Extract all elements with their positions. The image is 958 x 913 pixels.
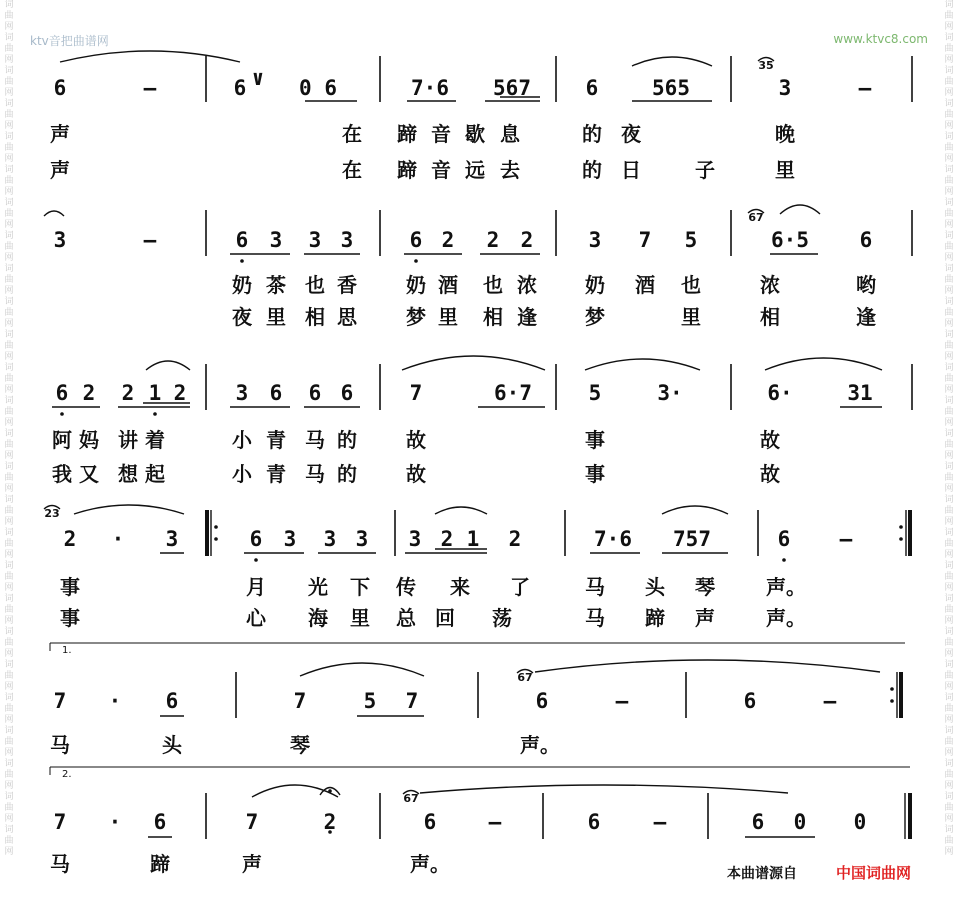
repeat-dot [214, 525, 218, 529]
slur [662, 506, 728, 514]
jianpu-note: · [108, 810, 122, 834]
lyric-verse1: 了 [510, 575, 530, 599]
lyric-verse1: 也 [305, 273, 325, 297]
jianpu-note: 1 [148, 381, 162, 405]
jianpu-note: 5 [363, 689, 377, 713]
jianpu-note: 2 [441, 228, 455, 252]
lyric-verse1: 浓 [517, 273, 537, 297]
jianpu-note: 6·7 [494, 381, 532, 405]
lyric-verse2: 蹄 [645, 606, 665, 630]
lyric-verse2: 梦 [585, 305, 605, 329]
lyric-verse1: 马 [305, 428, 325, 452]
lyric-verse1: 声。 [410, 852, 450, 876]
lyric-verse2: 远 [465, 158, 485, 182]
lyric-verse1: 音 [431, 122, 451, 146]
jianpu-note: 2 [173, 381, 187, 405]
jianpu-note: 0 6 [299, 76, 337, 100]
lyric-verse2: 音 [431, 158, 451, 182]
jianpu-note: 3 [53, 228, 67, 252]
jianpu-note: 3 [235, 381, 249, 405]
jianpu-note: – [839, 527, 853, 551]
lyric-verse1: 光 [308, 575, 328, 599]
lyric-verse2: 故 [760, 462, 780, 486]
jianpu-note: 6 [423, 810, 437, 834]
jianpu-note: 7 [638, 228, 652, 252]
slur [402, 356, 545, 370]
lyric-verse1: 酒 [635, 273, 655, 297]
jianpu-note: 6 [340, 381, 354, 405]
volta-number: 2. [62, 769, 72, 780]
jianpu-note: 6 [249, 527, 263, 551]
jianpu-note: 2 [508, 527, 522, 551]
jianpu-note: 3 [308, 228, 322, 252]
lyric-verse1: 也 [483, 273, 503, 297]
lyric-verse1: 在 [342, 122, 362, 146]
side-watermark-left: 词曲网词曲网词曲网词曲网词曲网词曲网词曲网词曲网词曲网词曲网词曲网词曲网词曲网词曲网词曲网词曲网词曲网词曲网词曲网词曲网词曲网词曲网词曲网词曲网词曲网词曲网 [4, 0, 14, 857]
lyric-verse1: 头 [645, 575, 665, 599]
lyric-verse1: 蹄 [397, 122, 417, 146]
jianpu-note: 3 [408, 527, 422, 551]
jianpu-note: · [111, 527, 125, 551]
lyric-verse1: 声 [242, 852, 262, 876]
lyric-verse1: 酒 [438, 273, 458, 297]
octave-dot [414, 259, 418, 263]
jianpu-note: 3 [778, 76, 792, 100]
lyric-verse1: 奶 [585, 273, 605, 297]
jianpu-note: 6 [409, 228, 423, 252]
site-watermark-left: ktv音把曲谱网 [30, 34, 109, 48]
slur [300, 663, 424, 676]
jianpu-note: – [143, 228, 157, 252]
jianpu-note: 567 [493, 76, 531, 100]
jianpu-note: 2 [82, 381, 96, 405]
jianpu-note: 6 [53, 76, 67, 100]
jianpu-note: – [615, 689, 629, 713]
jianpu-note: 7 [245, 810, 259, 834]
grace-note: 23 [44, 507, 60, 520]
lyric-verse2: 声。 [766, 606, 806, 630]
jianpu-note: 3 [323, 527, 337, 551]
lyric-verse1: 息 [500, 122, 520, 146]
lyric-verse2: 小 [232, 462, 252, 486]
lyric-verse1: 夜 [621, 122, 641, 146]
lyric-verse2: 去 [500, 158, 520, 182]
lyric-verse2: 里 [681, 305, 701, 329]
lyric-verse2: 心 [246, 606, 266, 630]
lyric-verse2: 相 [483, 305, 503, 329]
lyric-verse1: 茶 [266, 273, 286, 297]
grace-note: 67 [517, 671, 533, 684]
lyric-verse2: 相 [760, 305, 780, 329]
lyric-verse2: 总 [396, 606, 416, 630]
jianpu-note: – [823, 689, 837, 713]
lyric-verse2: 马 [585, 606, 605, 630]
jianpu-note: 6 [55, 381, 69, 405]
lyric-verse2: 思 [337, 305, 357, 329]
tie [44, 211, 64, 216]
lyric-verse1: 声。 [766, 575, 806, 599]
jianpu-note: 31 [847, 381, 873, 405]
slur [74, 505, 184, 514]
volta-number: 1. [62, 645, 72, 656]
jianpu-note: 3· [657, 381, 683, 405]
grace-note: 35 [758, 59, 774, 72]
jianpu-note: 6 [233, 76, 247, 100]
jianpu-note: 7 [409, 381, 423, 405]
lyric-verse1: 来 [450, 575, 470, 599]
jianpu-note: 6 [235, 228, 249, 252]
lyric-verse1: 马 [585, 575, 605, 599]
lyric-verse2: 里 [775, 158, 795, 182]
jianpu-note: – [143, 76, 157, 100]
jianpu-note: – [653, 810, 667, 834]
lyric-verse1: 事 [60, 575, 80, 599]
lyric-verse1: 琴 [290, 733, 310, 757]
lyric-verse1: 奶 [406, 273, 426, 297]
jianpu-note: 6 [308, 381, 322, 405]
lyric-verse1: 头 [162, 733, 182, 757]
slur [780, 205, 820, 214]
source-brand: 中国词曲网 [836, 864, 912, 882]
lyric-verse1: 哟 [856, 273, 876, 297]
lyric-verse1: 蹄 [150, 852, 170, 876]
lyric-verse1: 青 [266, 428, 286, 452]
lyric-verse2: 里 [266, 305, 286, 329]
lyric-verse2: 事 [585, 462, 605, 486]
lyric-verse2: 想 [118, 462, 138, 486]
lyric-verse2: 在 [342, 158, 362, 182]
jianpu-note: 6· [767, 381, 793, 405]
jianpu-note: 5 [588, 381, 602, 405]
lyric-verse1: 事 [585, 428, 605, 452]
lyric-verse2: 逢 [517, 305, 537, 329]
jianpu-note: 3 [165, 527, 179, 551]
lyric-verse2: 荡 [492, 606, 512, 630]
jianpu-note: 2 [486, 228, 500, 252]
octave-dot [254, 558, 258, 562]
repeat-dot [890, 687, 894, 691]
repeat-dot [899, 537, 903, 541]
repeat-dot [214, 537, 218, 541]
lyric-verse1: 的 [337, 428, 357, 452]
lyric-verse1: 阿 [52, 428, 72, 452]
slur [585, 359, 700, 370]
tie [60, 51, 240, 62]
lyric-verse2: 梦 [406, 305, 426, 329]
grace-note: 67 [748, 211, 764, 224]
octave-dot [782, 558, 786, 562]
lyric-verse1: 下 [350, 575, 370, 599]
lyric-verse2: 的 [582, 158, 602, 182]
lyric-verse1: 奶 [232, 273, 252, 297]
jianpu-note: 757 [673, 527, 711, 551]
jianpu-note: 3 [355, 527, 369, 551]
octave-dot [60, 412, 64, 416]
jianpu-note: 7 [53, 689, 67, 713]
jianpu-note: 7 [293, 689, 307, 713]
grace-note: 67 [403, 792, 419, 805]
jianpu-note: 2 [63, 527, 77, 551]
jianpu-note: 0 [793, 810, 807, 834]
jianpu-note: 7 [405, 689, 419, 713]
jianpu-note: 6 [153, 810, 167, 834]
jianpu-note: 7 [53, 810, 67, 834]
jianpu-note: 0 [853, 810, 867, 834]
jianpu-note: 2 [520, 228, 534, 252]
repeat-dot [899, 525, 903, 529]
lyric-verse1: 的 [582, 122, 602, 146]
lyric-verse2: 蹄 [397, 158, 417, 182]
octave-dot [240, 259, 244, 263]
jianpu-note: 6 [535, 689, 549, 713]
jianpu-note: 6 [269, 381, 283, 405]
jianpu-note: 6·5 [771, 228, 809, 252]
jianpu-note: – [488, 810, 502, 834]
lyric-verse2: 马 [305, 462, 325, 486]
fermata-dot [328, 789, 332, 793]
jianpu-note: 6 [751, 810, 765, 834]
lyric-verse2: 里 [438, 305, 458, 329]
jianpu-note: 5 [684, 228, 698, 252]
lyric-verse1: 也 [681, 273, 701, 297]
jianpu-note: 6 [743, 689, 757, 713]
slur [435, 507, 487, 514]
jianpu-note: 2 [323, 810, 337, 834]
jianpu-note: 2 [121, 381, 135, 405]
lyric-verse2: 夜 [232, 305, 252, 329]
lyric-verse1: 声 [50, 122, 70, 146]
jianpu-note: 3 [269, 228, 283, 252]
lyric-verse1: 月 [246, 575, 266, 599]
lyric-verse1: 妈 [79, 428, 99, 452]
lyric-verse1: 小 [232, 428, 252, 452]
lyric-verse1: 故 [406, 428, 426, 452]
jianpu-note: 7·6 [411, 76, 449, 100]
lyric-verse1: 着 [145, 428, 165, 452]
lyric-verse1: 马 [50, 733, 70, 757]
lyric-verse2: 回 [435, 606, 455, 630]
lyric-verse2: 子 [695, 158, 715, 182]
lyric-verse2: 日 [621, 158, 641, 182]
slur [632, 57, 712, 66]
lyric-verse2: 又 [79, 462, 99, 486]
lyric-verse2: 里 [350, 606, 370, 630]
lyric-verse2: 逢 [856, 305, 876, 329]
side-watermark-right: 词曲网词曲网词曲网词曲网词曲网词曲网词曲网词曲网词曲网词曲网词曲网词曲网词曲网词曲网词曲网词曲网词曲网词曲网词曲网词曲网词曲网词曲网词曲网词曲网词曲网词曲网 [944, 0, 954, 857]
lyric-verse2: 我 [52, 462, 72, 486]
jianpu-note: – [858, 76, 872, 100]
slur [420, 785, 788, 793]
lyric-verse2: 海 [308, 606, 328, 630]
jianpu-note: 6 [859, 228, 873, 252]
lyric-verse1: 讲 [118, 428, 138, 452]
jianpu-note: 3 [283, 527, 297, 551]
octave-dot [153, 412, 157, 416]
lyric-verse1: 马 [50, 852, 70, 876]
lyric-verse1: 浓 [760, 273, 780, 297]
lyric-verse2: 故 [406, 462, 426, 486]
lyric-verse2: 青 [266, 462, 286, 486]
lyric-verse2: 声 [695, 606, 715, 630]
slur [535, 660, 880, 672]
breath-mark: ∨ [251, 66, 265, 90]
repeat-dot [890, 699, 894, 703]
jianpu-note: · [108, 689, 122, 713]
lyric-verse2: 事 [60, 606, 80, 630]
lyric-verse1: 香 [337, 273, 357, 297]
site-watermark-right: www.ktvc8.com [833, 32, 928, 46]
lyric-verse1: 声。 [520, 733, 560, 757]
jianpu-note: 6 [587, 810, 601, 834]
jianpu-note: 565 [652, 76, 690, 100]
slur [765, 358, 882, 370]
lyric-verse1: 晚 [775, 122, 795, 146]
source-label: 本曲谱源自 [727, 866, 797, 882]
lyric-verse2: 相 [305, 305, 325, 329]
jianpu-note: 6 [777, 527, 791, 551]
lyric-verse2: 起 [145, 462, 165, 486]
lyric-verse1: 歇 [465, 122, 485, 146]
jianpu-note: 6 [165, 689, 179, 713]
jianpu-note: 2 [440, 527, 454, 551]
lyric-verse1: 传 [396, 575, 416, 599]
jianpu-note: 6 [585, 76, 599, 100]
lyric-verse1: 故 [760, 428, 780, 452]
jianpu-note: 7·6 [594, 527, 632, 551]
lyric-verse2: 声 [50, 158, 70, 182]
slur [252, 785, 338, 797]
slur [146, 361, 190, 370]
lyric-verse2: 的 [337, 462, 357, 486]
jianpu-note: 3 [588, 228, 602, 252]
jianpu-note: 1 [466, 527, 480, 551]
jianpu-note: 3 [340, 228, 354, 252]
lyric-verse1: 琴 [695, 575, 715, 599]
